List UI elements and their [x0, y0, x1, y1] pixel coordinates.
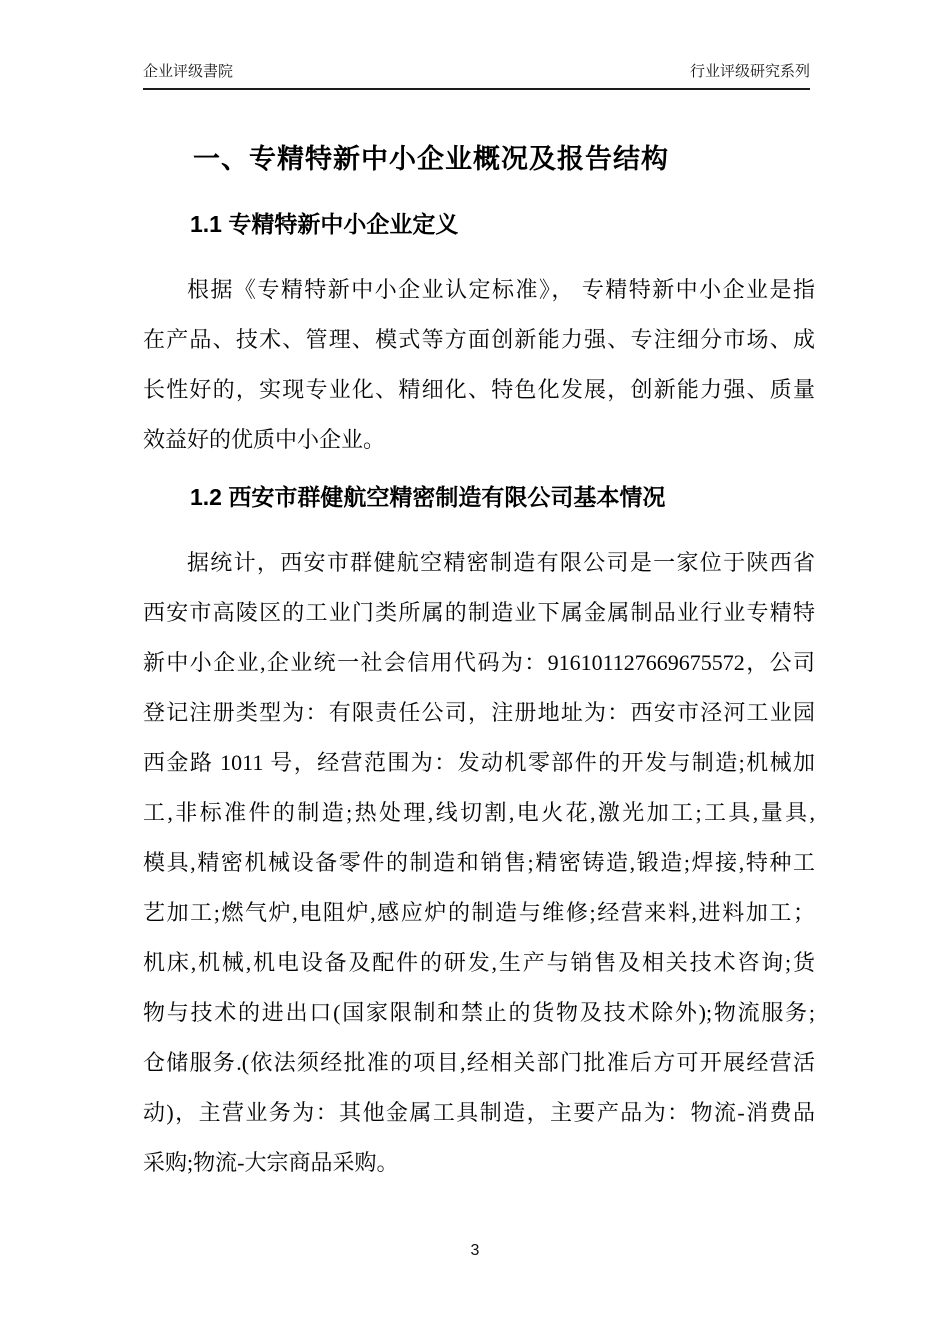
text-line: 物与技术的进出口(国家限制和禁止的货物及技术除外);物流服务; — [143, 1000, 815, 1025]
text-line: 模具,精密机械设备零件的制造和销售;精密铸造,锻造;焊接,特种工 — [143, 850, 815, 875]
text-line: 据统计，西安市群健航空精密制造有限公司是一家位于陕西省 — [187, 550, 815, 575]
text-line: 新中小企业,企业统一社会信用代码为：916101127669675572，公司 — [143, 650, 815, 675]
text-line: 工,非标准件的制造;热处理,线切割,电火花,激光加工;工具,量具, — [143, 800, 815, 825]
text-line: 效益好的优质中小企业。 — [143, 427, 386, 452]
text-line: 西金路 1011 号，经营范围为：发动机零部件的开发与制造;机械加 — [143, 750, 815, 775]
text-line: 采购;物流-大宗商品采购。 — [143, 1150, 399, 1175]
page-number: 3 — [470, 1242, 480, 1259]
page-footer — [0, 1242, 950, 1260]
text-line: 登记注册类型为：有限责任公司，注册地址为：西安市泾河工业园 — [143, 700, 815, 725]
text-line: 根据《专精特新中小企业认定标准》， 专精特新中小企业是指 — [187, 277, 815, 302]
text-line: 在产品、技术、管理、模式等方面创新能力强、专注细分市场、成 — [143, 327, 815, 352]
header-left-text: 企业评级書院 — [143, 63, 234, 80]
text-line: 机床,机械,机电设备及配件的研发,生产与销售及相关技术咨询;货 — [143, 950, 815, 975]
page-header — [143, 60, 810, 90]
text-line: 艺加工;燃气炉,电阻炉,感应炉的制造与维修;经营来料,进料加工； — [143, 900, 815, 925]
text-line: 长性好的，实现专业化、精细化、特色化发展，创新能力强、质量 — [143, 377, 815, 402]
paragraph-company-info — [143, 538, 815, 1188]
subsection-title-definition: 1.1 专精特新中小企业定义 — [190, 211, 459, 237]
header-right-text: 行业评级研究系列 — [689, 63, 810, 80]
paragraph-definition — [143, 265, 815, 465]
section-title: 一、专精特新中小企业概况及报告结构 — [193, 144, 669, 174]
text-line: 仓储服务.(依法须经批准的项目,经相关部门批准后方可开展经营活 — [143, 1050, 815, 1075]
subsection-title-company-basic-info: 1.2 西安市群健航空精密制造有限公司基本情况 — [190, 484, 666, 510]
text-line: 动)，主营业务为：其他金属工具制造，主要产品为：物流-消费品 — [143, 1100, 815, 1125]
text-line: 西安市高陵区的工业门类所属的制造业下属金属制品业行业专精特 — [143, 600, 815, 625]
